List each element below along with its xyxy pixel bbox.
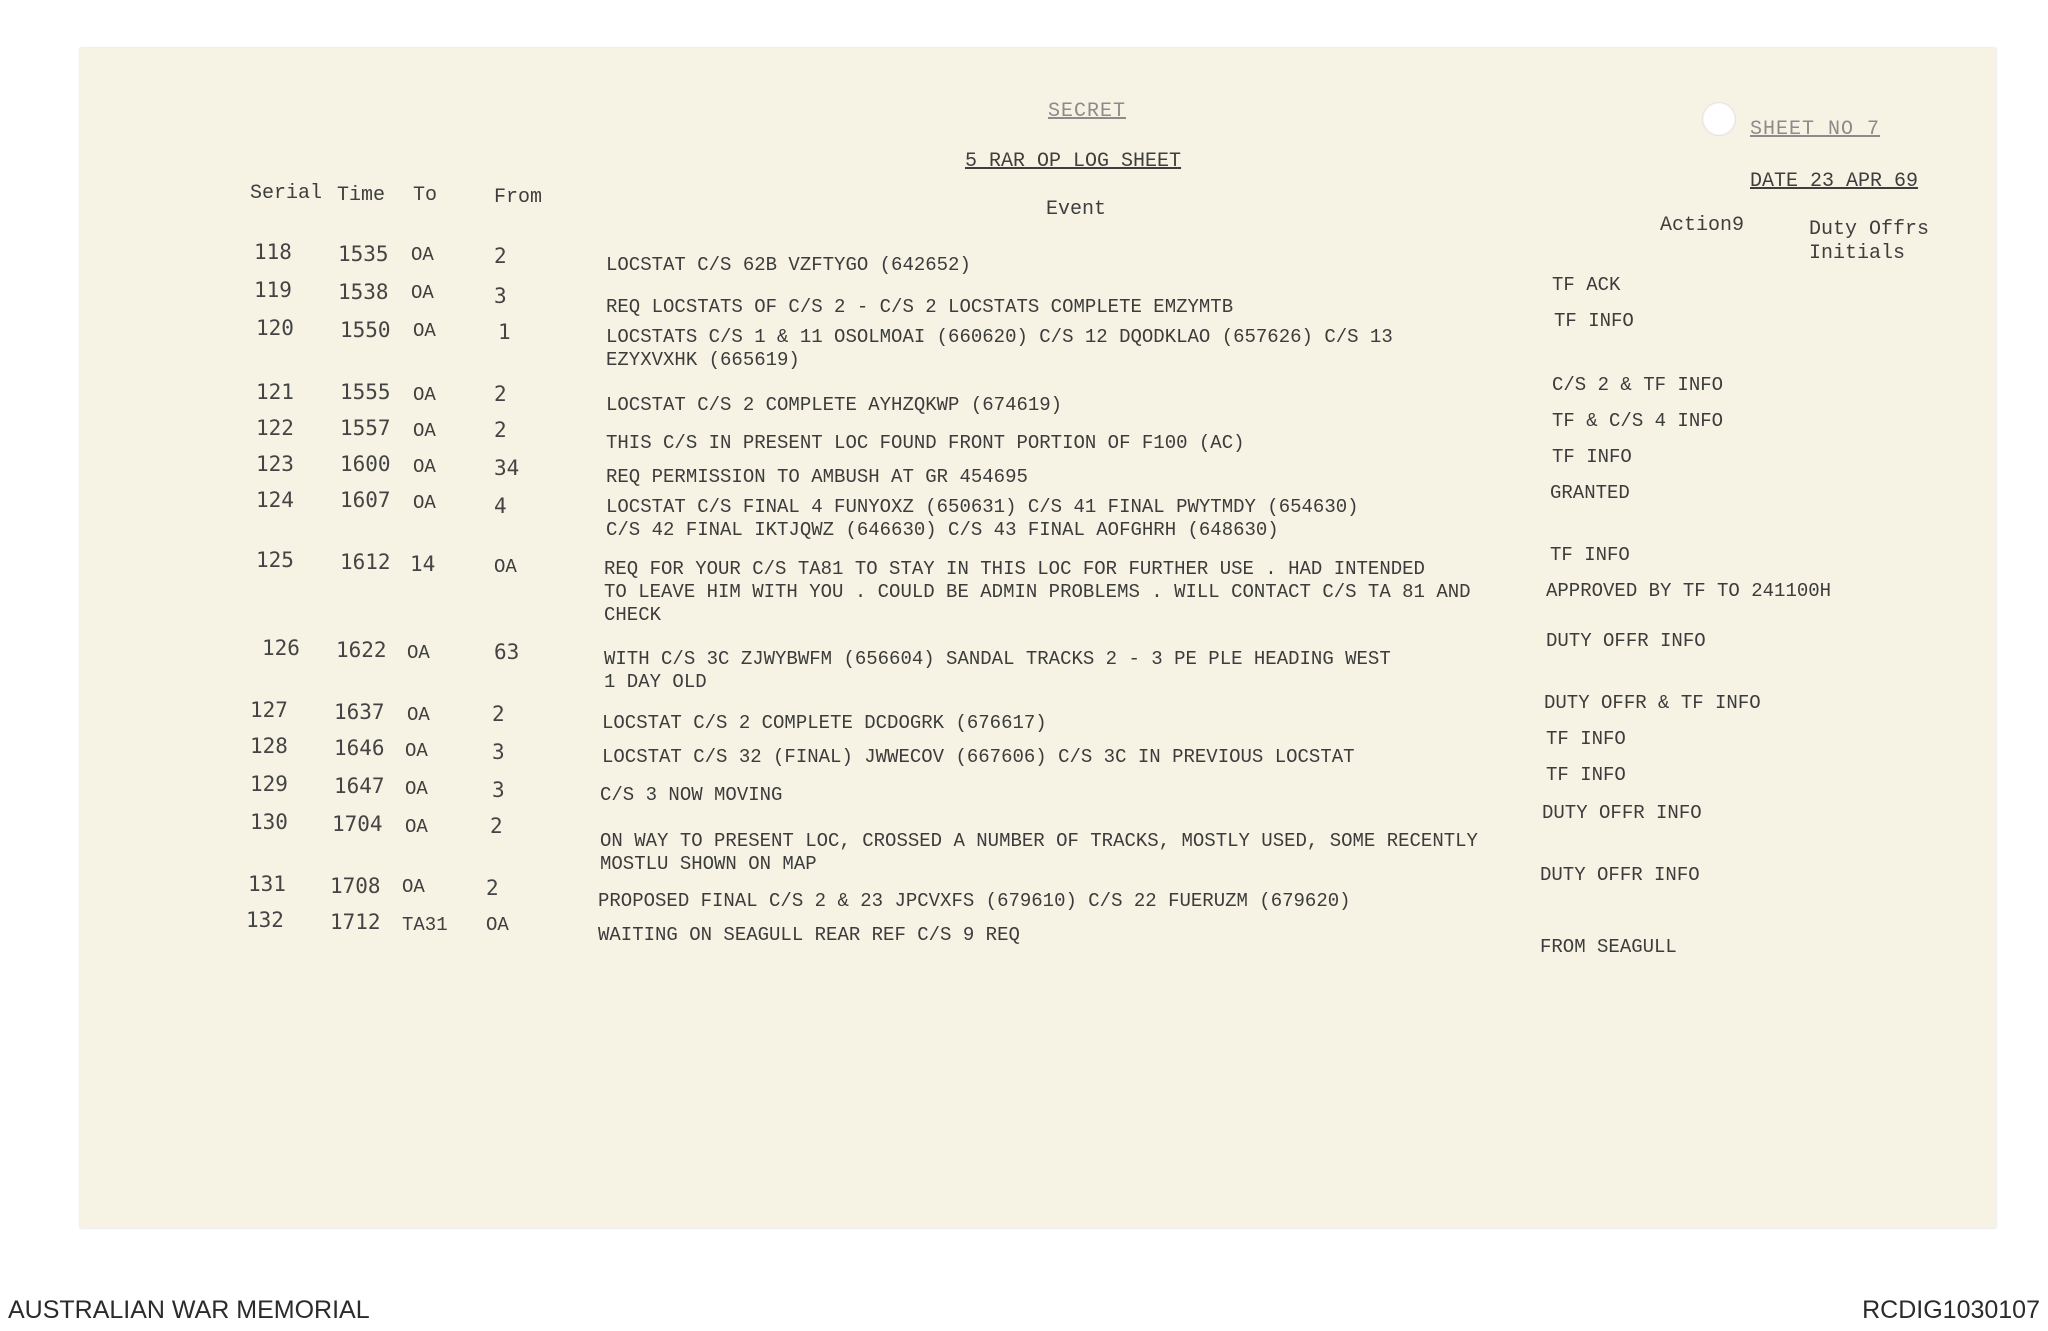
entry-from: 3 <box>494 284 507 308</box>
entry-action: DUTY OFFR INFO <box>1546 630 1706 652</box>
entry-serial: 126 <box>262 636 300 660</box>
sheet-number: SHEET NO 7 <box>1750 118 1881 141</box>
column-header-duty-offrs: Duty Offrs <box>1809 218 1930 241</box>
entry-time: 1557 <box>340 416 391 440</box>
entry-action: TF INFO <box>1552 446 1632 468</box>
entry-time: 1647 <box>334 774 385 798</box>
entry-from: 2 <box>490 814 503 838</box>
footer-source: AUSTRALIAN WAR MEMORIAL <box>8 1296 370 1324</box>
entry-event: REQ LOCSTATS OF C/S 2 - C/S 2 LOCSTATS COMPLETE EMZYMTB <box>606 296 1234 318</box>
entry-event: LOCSTAT C/S 2 COMPLETE DCDOGRK (676617) <box>602 712 1047 734</box>
entry-action: APPROVED BY TF TO 241100H <box>1546 580 1832 602</box>
entry-serial: 124 <box>256 488 294 512</box>
entry-action: TF INFO <box>1546 764 1626 786</box>
entry-serial: 121 <box>256 380 294 404</box>
entry-action: TF & C/S 4 INFO <box>1552 410 1724 432</box>
entry-serial: 129 <box>250 772 288 796</box>
entry-from: 2 <box>492 702 505 726</box>
entry-event: LOCSTAT C/S 2 COMPLETE AYHZQKWP (674619) <box>606 394 1063 416</box>
entry-event: REQ PERMISSION TO AMBUSH AT GR 454695 <box>606 466 1028 488</box>
column-header-serial: Serial <box>250 182 323 205</box>
entry-action: TF INFO <box>1550 544 1630 566</box>
entry-to: OA <box>407 642 430 664</box>
entry-serial: 119 <box>254 278 292 302</box>
entry-time: 1612 <box>340 550 391 574</box>
entry-from: 63 <box>494 640 520 664</box>
entry-time: 1535 <box>338 242 389 266</box>
entry-serial: 132 <box>246 908 284 932</box>
entry-event: LOCSTAT C/S 62B VZFTYGO (642652) <box>606 254 971 276</box>
entry-to: OA <box>413 320 436 342</box>
column-header-initials: Initials <box>1809 242 1906 265</box>
entry-from: 2 <box>494 418 507 442</box>
footer-id: RCDIG1030107 <box>1862 1296 2040 1324</box>
entry-time: 1704 <box>332 812 383 836</box>
entry-time: 1555 <box>340 380 391 404</box>
entry-action: DUTY OFFR INFO <box>1542 802 1702 824</box>
column-header-to: To <box>413 184 438 207</box>
entry-time: 1600 <box>340 452 391 476</box>
entry-action: TF ACK <box>1552 274 1621 296</box>
sheet-title: 5 RAR OP LOG SHEET <box>965 150 1182 173</box>
entry-from: 34 <box>494 456 520 480</box>
column-header-from: From <box>494 186 543 209</box>
entry-event: PROPOSED FINAL C/S 2 & 23 JPCVXFS (679610) C/S 22 FUERUZM (679620) <box>598 890 1351 912</box>
entry-to: OA <box>413 384 436 406</box>
entry-from: 1 <box>498 320 511 344</box>
entry-time: 1637 <box>334 700 385 724</box>
entry-from: OA <box>486 914 509 936</box>
column-header-event: Event <box>1046 198 1107 221</box>
entry-serial: 131 <box>248 872 286 896</box>
entry-to: OA <box>411 244 434 266</box>
column-header-action: Action9 <box>1660 214 1745 237</box>
entry-action: C/S 2 & TF INFO <box>1552 374 1724 396</box>
entry-time: 1712 <box>330 910 381 934</box>
entry-serial: 118 <box>254 240 292 264</box>
entry-serial: 128 <box>250 734 288 758</box>
classification-heading: SECRET <box>1048 100 1127 123</box>
entry-time: 1550 <box>340 318 391 342</box>
entry-from: 3 <box>492 778 505 802</box>
entry-to: OA <box>407 704 430 726</box>
entry-from: 4 <box>494 494 507 518</box>
entry-time: 1538 <box>338 280 389 304</box>
entry-to: OA <box>413 456 436 478</box>
entry-serial: 123 <box>256 452 294 476</box>
entry-serial: 120 <box>256 316 294 340</box>
entry-event: LOCSTAT C/S FINAL 4 FUNYOXZ (650631) C/S 41 FINAL PWYTMDY (654630) C/S 42 FINAL IKTJQWZ (646630) C/S 43 FINAL AOFGHRH (648630) <box>606 496 1359 541</box>
trailing-action: FROM SEAGULL <box>1540 936 1677 958</box>
entry-to: OA <box>413 420 436 442</box>
entry-action: DUTY OFFR INFO <box>1540 864 1700 886</box>
entry-from: 2 <box>494 244 507 268</box>
entry-event: REQ FOR YOUR C/S TA81 TO STAY IN THIS LOC FOR FURTHER USE . HAD INTENDED TO LEAVE HIM WITH YOU . COULD BE ADMIN PROBLEMS . WILL CONTACT C/S TA 81 AND CHECK <box>604 558 1471 626</box>
entry-to: OA <box>405 778 428 800</box>
entry-serial: 122 <box>256 416 294 440</box>
entry-to: OA <box>411 282 434 304</box>
entry-time: 1646 <box>334 736 385 760</box>
entry-from: 2 <box>494 382 507 406</box>
entry-from: 2 <box>486 876 499 900</box>
entry-serial: 130 <box>250 810 288 834</box>
entry-to: TA31 <box>402 914 448 936</box>
entry-to: OA <box>405 740 428 762</box>
entry-to: OA <box>413 492 436 514</box>
entry-to: OA <box>405 816 428 838</box>
entry-to: 14 <box>410 552 436 576</box>
entry-event: LOCSTAT C/S 32 (FINAL) JWWECOV (667606) C/S 3C IN PREVIOUS LOCSTAT <box>602 746 1355 768</box>
entry-action: TF INFO <box>1546 728 1626 750</box>
entry-event: THIS C/S IN PRESENT LOC FOUND FRONT PORTION OF F100 (AC) <box>606 432 1245 454</box>
entry-event: LOCSTATS C/S 1 & 11 OSOLMOAI (660620) C/S 12 DQODKLAO (657626) C/S 13 EZYXVXHK (665619) <box>606 326 1393 371</box>
entry-time: 1622 <box>336 638 387 662</box>
entry-event: C/S 3 NOW MOVING <box>600 784 783 806</box>
entry-to: OA <box>402 876 425 898</box>
entry-from: OA <box>494 556 517 578</box>
entry-action: TF INFO <box>1554 310 1634 332</box>
entry-action: GRANTED <box>1550 482 1630 504</box>
column-header-time: Time <box>337 184 386 207</box>
entry-event: WAITING ON SEAGULL REAR REF C/S 9 REQ <box>598 924 1020 946</box>
sheet-date: DATE 23 APR 69 <box>1750 170 1919 193</box>
entry-serial: 125 <box>256 548 294 572</box>
entry-time: 1607 <box>340 488 391 512</box>
entry-event: WITH C/S 3C ZJWYBWFM (656604) SANDAL TRACKS 2 - 3 PE PLE HEADING WEST 1 DAY OLD <box>604 648 1391 693</box>
punch-hole <box>1702 102 1736 136</box>
entry-from: 3 <box>492 740 505 764</box>
entry-event: ON WAY TO PRESENT LOC, CROSSED A NUMBER OF TRACKS, MOSTLY USED, SOME RECENTLY MOSTLU SHOWN ON MAP <box>600 830 1478 875</box>
entry-time: 1708 <box>330 874 381 898</box>
entry-action: DUTY OFFR & TF INFO <box>1544 692 1761 714</box>
entry-serial: 127 <box>250 698 288 722</box>
